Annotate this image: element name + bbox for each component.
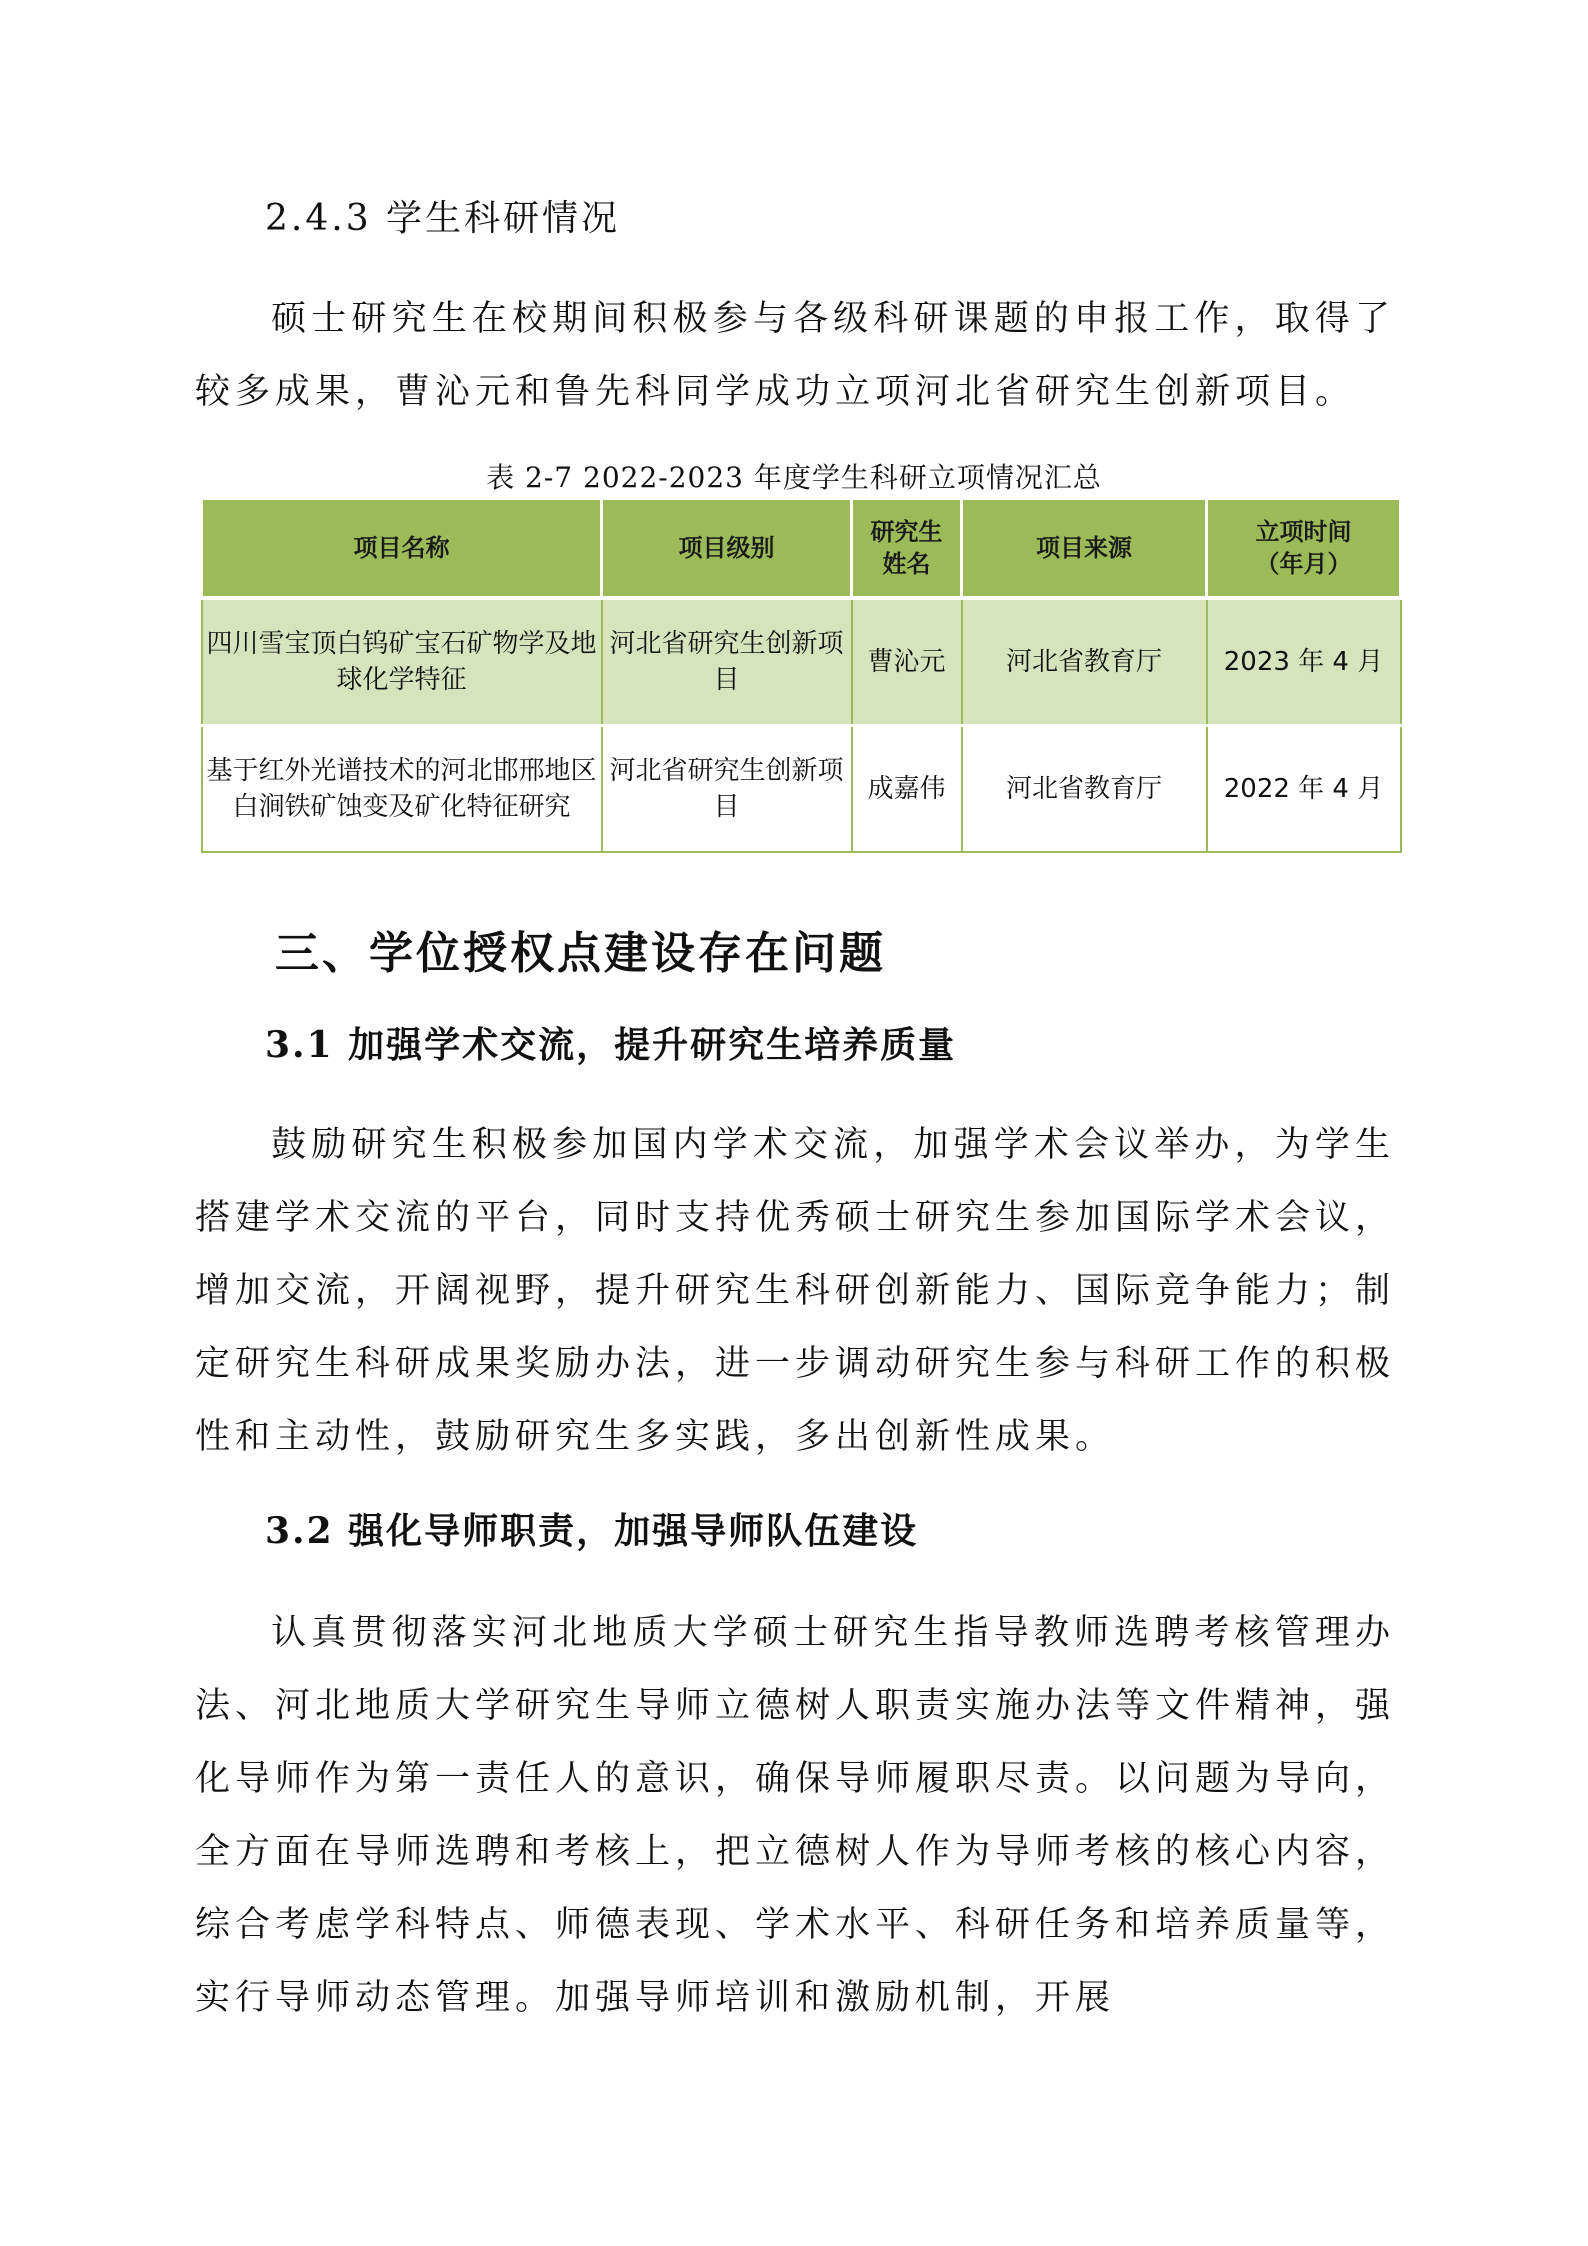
header-project-source: 项目来源 <box>962 499 1207 599</box>
cell-project-source: 河北省教育厅 <box>962 726 1207 853</box>
research-paragraph-text: 硕士研究生在校期间积极参与各级科研课题的申报工作，取得了较多成果，曹沁元和鲁先科同学成功立项河北省研究生创新项目。 <box>195 299 1395 412</box>
header-project-name: 项目名称 <box>202 499 602 599</box>
cell-project-level: 河北省研究生创新项目 <box>602 726 852 853</box>
table-header-row <box>202 499 1401 599</box>
cell-project-name: 基于红外光谱技术的河北邯邢地区白涧铁矿蚀变及矿化特征研究 <box>202 726 602 853</box>
table-row <box>202 726 1401 853</box>
cell-student-name: 成嘉伟 <box>852 726 962 853</box>
header-student-name: 研究生 姓名 <box>852 499 962 599</box>
section-heading: 三、学位授权点建设存在问题 <box>275 928 886 979</box>
table-row <box>202 598 1401 726</box>
paragraph-3-1-text: 鼓励研究生积极参加国内学术交流，加强学术会议举办，为学生搭建学术交流的平台，同时支持优秀硕士研究生参加国际学术会议，增加交流，开阔视野，提升研究生科研创新能力、国际竞争能力；制定研究生科研成果奖励办法，进一步调动研究生参与科研工作的积极性和主动性，鼓励研究生多实践，多出创新性成果。 <box>195 1125 1396 1457</box>
research-projects-table <box>200 497 1402 853</box>
point-heading-3-2: 3.2 强化导师职责，加强导师队伍建设 <box>265 1510 919 1552</box>
header-project-time: 立项时间 （年月） <box>1207 499 1401 599</box>
table-caption: 表 2-7 2022-2023 年度学生科研立项情况汇总 <box>486 461 1102 494</box>
header-project-level: 项目级别 <box>602 499 852 599</box>
point-heading-3-1: 3.1 加强学术交流，提升研究生培养质量 <box>265 1024 957 1066</box>
paragraph-3-1 <box>195 1109 1395 1474</box>
cell-project-level: 河北省研究生创新项目 <box>602 598 852 726</box>
cell-project-name: 四川雪宝顶白钨矿宝石矿物学及地球化学特征 <box>202 598 602 726</box>
research-paragraph <box>195 283 1395 429</box>
paragraph-3-2-text: 认真贯彻落实河北地质大学硕士研究生指导教师选聘考核管理办法、河北地质大学研究生导师立德树人职责实施办法等文件精神，强化导师作为第一责任人的意识，确保导师履职尽责。以问题为导向，全方面在导师选聘和考核上，把立德树人作为导师考核的核心内容，综合考虑学科特点、师德表现、学术水平、科研任务和培养质量等，实行导师动态管理。加强导师培训和激励机制，开展 <box>195 1613 1396 2018</box>
cell-project-time: 2022 年 4 月 <box>1207 726 1401 853</box>
cell-project-source: 河北省教育厅 <box>962 598 1207 726</box>
cell-student-name: 曹沁元 <box>852 598 962 726</box>
cell-project-time: 2023 年 4 月 <box>1207 598 1401 726</box>
paragraph-3-2 <box>195 1597 1395 2035</box>
subsection-heading: 2.4.3 学生科研情况 <box>265 198 621 239</box>
